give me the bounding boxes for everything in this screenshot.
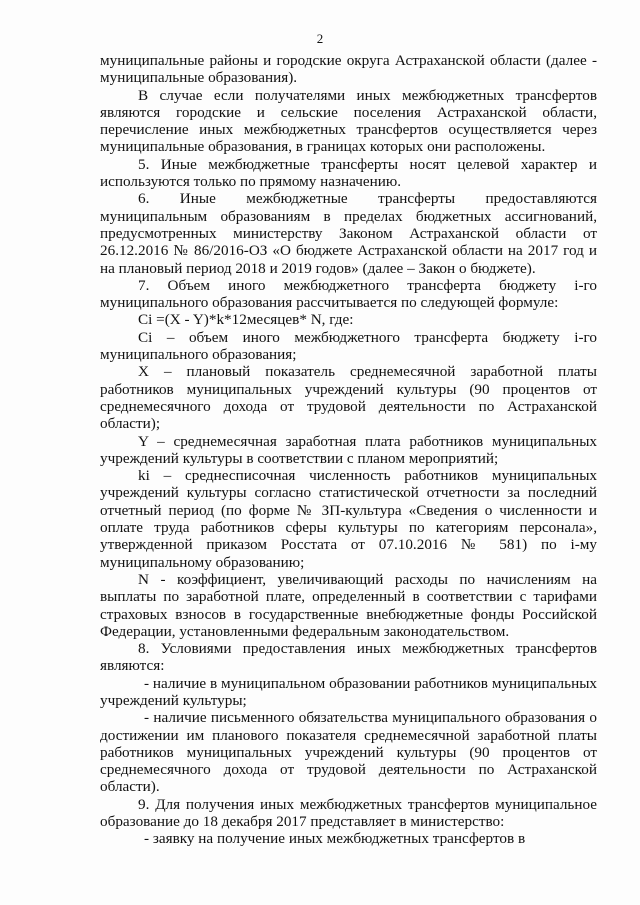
definition-x: X – плановый показатель среднемесячной заработной платы работников муниципальных учреждений культуры (90 процентов от среднемесячного дохода от трудовой деятельности по Астраханской области); [100,363,597,433]
paragraph-8-conditions: 8. Условиями предоставления иных межбюджетных трансфертов являются: [100,640,597,675]
formula: Ci =(X - Y)*k*12месяцев* N, где: [138,311,354,329]
paragraph-9-application: 9. Для получения иных межбюджетных трансфертов муниципальное образование до 18 декабря 2017 представляет в министерство: [100,795,597,831]
definition-ci: Ci – объем иного межбюджетного трансферта бюджету i-го муниципального образования; [100,328,597,364]
paragraph-7-transfer-volume: 7. Объем иного межбюджетного трансферта бюджету i-го муниципального образования рассчитывается по следующей формуле: [100,276,597,312]
item-application-request: - заявку на получение иных межбюджетных трансфертов в [144,830,526,848]
paragraph-transfer-recipients: В случае если получателями иных межбюджетных трансфертов являются городские и сельские поселения Астраханской области, перечисление иных межбюджетных трансфертов осуществляется через муниципальные образования, в границах которых они расположены. [100,86,597,156]
condition-workers-present: - наличие в муниципальном образовании работников муниципальных учреждений культуры; [100,674,597,709]
definition-ki: ki – среднесписочная численность работников муниципальных учреждений культуры согласно статистической отчетности за последний отчетный период (по форме № ЗП-культура «Сведения о численности и оплате труда работников сферы культуры по категориям персонала», утвержденной приказом Росстата от 07.10.2016 № 581) по i-му муниципальному образованию; [100,467,597,571]
definition-y: Y – среднемесячная заработная плата работников муниципальных учреждений культуры в соответствии с планом мероприятий; [100,432,597,467]
condition-written-obligation: - наличие письменного обязательства муниципального образования о достижении им планового показателя среднемесячной заработной платы работников муниципальных учреждений культуры (90 процентов от среднемесячного дохода от трудовой деятельности по Астраханской области). [100,709,597,796]
document-body [100,52,597,848]
paragraph-municipal-districts: муниципальные районы и городские округа Астраханской области (далее - муниципальные образования). [100,52,597,87]
definition-n: N - коэффициент, увеличивающий расходы по начислениям на выплаты по заработной плате, определенный в соответствии с тарифами страховых взносов в государственные внебюджетные фонды Российской Федерации, установленными федеральным законодательством. [100,570,597,640]
paragraph-5-target-purpose: 5. Иные межбюджетные трансферты носят целевой характер и используются только по прямому назначению. [100,155,597,191]
paragraph-6-budget-allocations: 6. Иные межбюджетные трансферты предоставляются муниципальным образованиям в пределах бюджетных ассигнований, предусмотренных министерству Законом Астраханской области от 26.12.2016 № 86/2016-ОЗ «О бюджете Астраханской области на 2017 год и на плановый период 2018 и 2019 годов» (далее – Закон о бюджете). [100,190,597,277]
page-number: 2 [316,31,324,46]
